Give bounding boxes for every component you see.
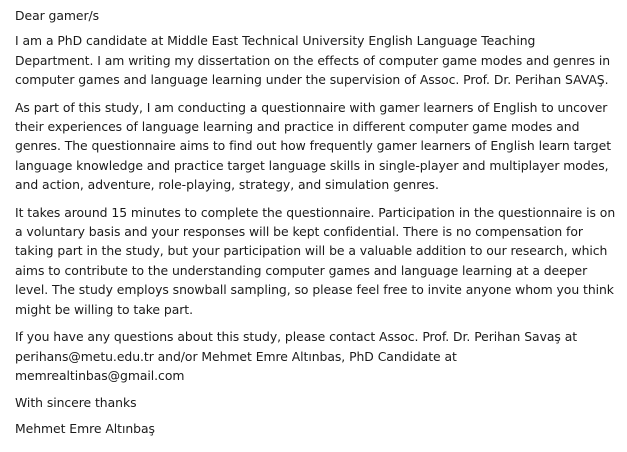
paragraph-study-purpose: As part of this study, I am conducting a questionnaire with gamer learners of English to uncover their experiences of language learning and practice in different computer game modes and genres. The questionnaire aims to find out how frequently gamer learners of English learn target language knowledge and practice target language skills in single-player and multiplayer modes, and action, adventure, role-playing, strategy, and simulation genres. (15, 99, 612, 193)
paragraph-participation: It takes around 15 minutes to complete the questionnaire. Participation in the questionnaire is on a voluntary basis and your responses will be kept confidential. There is no compensation for taking part in the study, but your participation will be a valuable addition to our research, which aims to contribute to the understanding computer games and language learning at a deeper level. The study employs snowball sampling, so please feel free to invite anyone whom you think might be willing to take part. (15, 204, 616, 317)
signature: Mehmet Emre Altınbaş (15, 420, 155, 436)
greeting: Dear gamer/s (15, 8, 100, 23)
paragraph-contact: If you have any questions about this study, please contact Assoc. Prof. Dr. Perihan Savaş at perihans@metu.edu.tr and/or Mehmet Emre Altınbas, PhD Candidate at memrealtinbas@gmail.com (15, 329, 578, 383)
paragraph-intro: I am a PhD candidate at Middle East Technical University English Language Teaching Department. I am writing my dissertation on the effects of computer game modes and genres in computer games and language learning under the supervision of Assoc. Prof. Dr. Perihan SAVAŞ. (15, 33, 611, 88)
closing: With sincere thanks (15, 395, 137, 411)
